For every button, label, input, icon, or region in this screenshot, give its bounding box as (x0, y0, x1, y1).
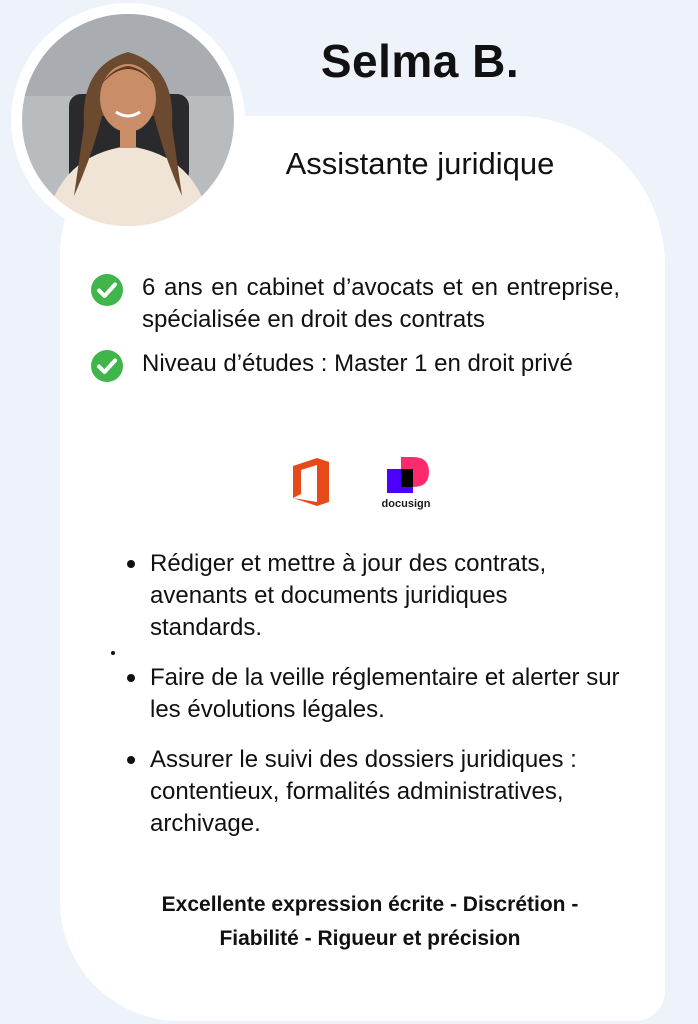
candidate-role: Assistante juridique (285, 146, 555, 181)
bullet-icon (127, 560, 135, 568)
fact-item (90, 348, 620, 380)
fact-text: 6 ans en cabinet d’avocats et en entreprise, spécialisée en droit des contrats (142, 274, 620, 333)
office-logo-icon (289, 457, 333, 507)
facts-list (90, 272, 620, 392)
check-circle-icon (90, 349, 124, 383)
task-text: Rédiger et mettre à jour des contrats, avenants et documents juridiques standards. (150, 550, 547, 641)
docusign-label: docusign (381, 498, 431, 510)
tools-row (0, 455, 698, 515)
skills-line: Fiabilité - Rigueur et précision (219, 927, 521, 950)
fact-text: Niveau d’études : Master 1 en droit privé (142, 350, 573, 377)
task-item (125, 744, 625, 840)
task-text: Faire de la veille réglementaire et alerter sur les évolutions légales. (150, 664, 620, 723)
skills-line: Excellente expression écrite - Discrétion - (161, 893, 579, 916)
avatar (14, 6, 242, 234)
task-item (125, 548, 625, 644)
skills-summary (90, 888, 650, 956)
bullet-icon (127, 674, 135, 682)
stray-dot (111, 651, 115, 655)
bullet-icon (127, 756, 135, 764)
tasks-list (125, 548, 625, 858)
fact-item (90, 272, 620, 336)
task-text: Assurer le suivi des dossiers juridiques : contentieux, formalités administratives, archivage. (150, 746, 577, 837)
candidate-name: Selma B. (320, 35, 520, 87)
task-item (125, 662, 625, 726)
check-circle-icon (90, 273, 124, 307)
